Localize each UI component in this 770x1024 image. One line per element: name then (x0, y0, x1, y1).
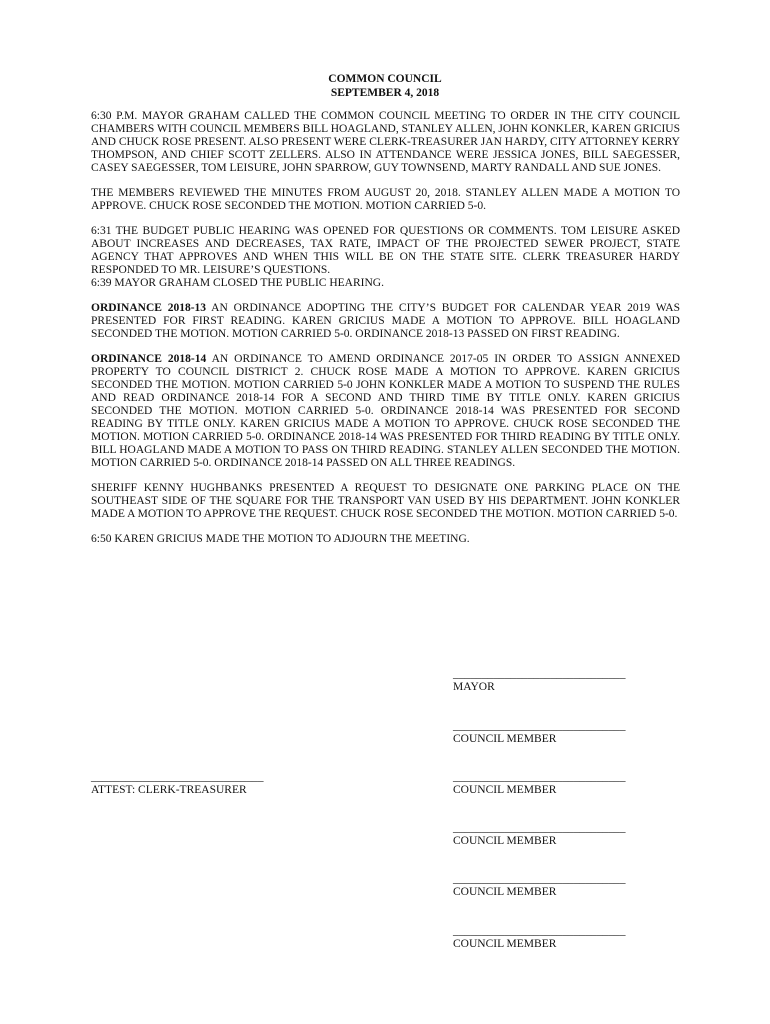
signature-block-mayor (453, 668, 626, 694)
meeting-date: SEPTEMBER 4, 2018 (330, 87, 440, 99)
ordinance-2018-13-heading: ORDINANCE 2018-13 (91, 302, 207, 314)
signature-line: ______________________________ (91, 771, 264, 783)
signature-label-council-member: COUNCIL MEMBER (453, 886, 557, 898)
hearing-closed-paragraph: 6:39 MAYOR GRAHAM CLOSED THE PUBLIC HEARING. (91, 277, 384, 289)
call-to-order-paragraph: 6:30 P.M. MAYOR GRAHAM CALLED THE COMMON COUNCIL MEETING TO ORDER IN THE CITY COUNCIL CHAMBERS WITH COUNCIL MEMBERS BILL HOAGLAND, STANLEY ALLEN, JOHN KONKLER, KAREN GRICIUS AND CHUCK ROSE PRESENT. ALSO PRESENT WERE CLERK-TREASURER JAN HARDY, CITY ATTORNEY KERRY THOMPSON, AND CHIEF SCOTT ZELLERS. ALSO IN ATTENDANCE WERE JESSICA JONES, BILL SAEGESSER, CASEY SAEGESSER, TOM LEISURE, JOHN SPARROW, GUY TOWNSEND, MARTY RANDALL AND SUE JONES. (91, 110, 680, 174)
ordinance-2018-14-heading: ORDINANCE 2018-14 (91, 353, 207, 365)
signature-line: ______________________________ (453, 771, 626, 783)
signature-line: ______________________________ (453, 822, 626, 834)
signature-block-council-member-4 (453, 873, 626, 899)
signature-line: ______________________________ (453, 873, 626, 885)
signature-block-council-member-3 (453, 822, 626, 848)
signature-label-council-member: COUNCIL MEMBER (453, 835, 557, 847)
signature-line: ______________________________ (453, 720, 626, 732)
ordinance-2018-13-text: AN ORDINANCE ADOPTING THE CITY’S BUDGET FOR CALENDAR YEAR 2019 WAS PRESENTED FOR FIRST READING. KAREN GRICIUS MADE A MOTION TO APPROVE. BILL HOAGLAND SECONDED THE MOTION. MOTION CARRIED 5-0. ORDINANCE 2018-13 PASSED ON FIRST READING. (91, 302, 680, 340)
signature-label-mayor: MAYOR (453, 681, 495, 693)
minutes-review-paragraph: THE MEMBERS REVIEWED THE MINUTES FROM AUGUST 20, 2018. STANLEY ALLEN MADE A MOTION TO APPROVE. CHUCK ROSE SECONDED THE MOTION. MOTION CARRIED 5-0. (91, 187, 680, 212)
signature-label-council-member: COUNCIL MEMBER (453, 733, 557, 745)
signature-block-council-member-2 (453, 771, 626, 797)
adjourn-paragraph: 6:50 KAREN GRICIUS MADE THE MOTION TO ADJOURN THE MEETING. (91, 533, 470, 545)
ordinance-2018-14-paragraph (91, 353, 680, 470)
signature-label-council-member: COUNCIL MEMBER (453, 784, 557, 796)
document-title: COMMON COUNCIL (328, 73, 442, 85)
ordinance-2018-14-text: AN ORDINANCE TO AMEND ORDINANCE 2017-05 IN ORDER TO ASSIGN ANNEXED PROPERTY TO COUNCIL DISTRICT 2. CHUCK ROSE MADE A MOTION TO APPROVE. KAREN GRICIUS SECONDED THE MOTION. MOTION CARRIED 5-0 JOHN KONKLER MADE A MOTION TO SUSPEND THE RULES AND READ ORDINANCE 2018-14 FOR A SECOND AND THIRD TIME BY TITLE ONLY. KAREN GRICIUS SECONDED THE MOTION. MOTION CARRIED 5-0. ORDINANCE 2018-14 WAS PRESENTED FOR SECOND READING BY TITLE ONLY. KAREN GRICIUS MADE A MOTION TO APPROVE. CHUCK ROSE SECONDED THE MOTION. MOTION CARRIED 5-0. ORDINANCE 2018-14 WAS PRESENTED FOR THIRD READING BY TITLE ONLY. BILL HOAGLAND MADE A MOTION TO PASS ON THIRD READING. STANLEY ALLEN SECONDED THE MOTION. MOTION CARRIED 5-0. ORDINANCE 2018-14 PASSED ON ALL THREE READINGS. (91, 353, 681, 469)
parking-request-paragraph: SHERIFF KENNY HUGHBANKS PRESENTED A REQUEST TO DESIGNATE ONE PARKING PLACE ON THE SOUTHEAST SIDE OF THE SQUARE FOR THE TRANSPORT VAN USED BY HIS DEPARTMENT. JOHN KONKLER MADE A MOTION TO APPROVE THE REQUEST. CHUCK ROSE SECONDED THE MOTION. MOTION CARRIED 5-0. (91, 482, 680, 520)
signature-block-council-member-1 (453, 720, 626, 746)
minutes-body (91, 110, 680, 558)
ordinance-2018-13-paragraph (91, 302, 680, 341)
signature-label-council-member: COUNCIL MEMBER (453, 938, 557, 950)
signature-block-attest (91, 771, 264, 797)
document-header (0, 72, 770, 100)
signature-block-council-member-5 (453, 925, 626, 951)
signature-label-attest: ATTEST: CLERK-TREASURER (91, 784, 247, 796)
signature-line: ______________________________ (453, 925, 626, 937)
budget-hearing-paragraph: 6:31 THE BUDGET PUBLIC HEARING WAS OPENED FOR QUESTIONS OR COMMENTS. TOM LEISURE ASKED ABOUT INCREASES AND DECREASES, TAX RATE, IMPACT OF THE PROJECTED SEWER PROJECT, STATE AGENCY THAT APPROVES AND WHEN THIS WILL BE ON THE STATE SITE. CLERK TREASURER HARDY RESPONDED TO MR. LEISURE’S QUESTIONS. (91, 225, 680, 276)
signature-line: ______________________________ (453, 668, 626, 680)
